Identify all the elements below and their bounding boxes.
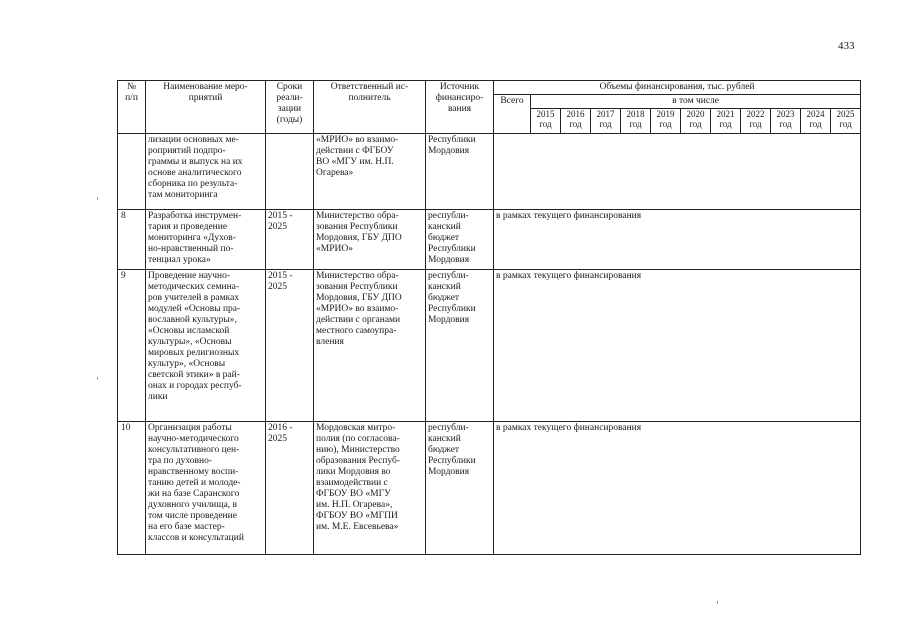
header-total: Всего (494, 95, 531, 134)
term-cell (266, 134, 314, 210)
term-cell: 2015 - 2025 (266, 210, 314, 270)
header-term (266, 81, 314, 134)
header-year-9: 2024 год (801, 109, 831, 134)
num-cell: 10 (118, 422, 146, 555)
funding-cell: в рамках текущего финансирования (494, 210, 861, 270)
header-name (146, 81, 266, 134)
header-source (426, 81, 494, 134)
table-row (118, 210, 861, 270)
num-cell (118, 134, 146, 210)
funding-cell: в рамках текущего финансирования (494, 422, 861, 555)
header-num-text: № п/п (125, 82, 138, 103)
header-including: в том числе (531, 95, 861, 109)
executor-cell: Министерство обра- зования Республики Мордовия, ГБУ ДПО «МРИО» (314, 210, 426, 270)
term-cell: 2015 - 2025 (266, 270, 314, 422)
table-row (118, 270, 861, 422)
name-cell: Проведение научно- методических семина- ров учителей в рамках модулей «Основы пра- вославной культуры», «Основы исламской культуры», «Основы мировых религиозных культур», «Основы светской этики» в рай- онах и городах респуб- лики (146, 270, 266, 422)
funding-cell: в рамках текущего финансирования (494, 270, 861, 422)
source-cell: республи- канский бюджет Республики Мордовия (426, 270, 494, 422)
page-number: 433 (838, 40, 855, 52)
header-term-text: Сроки реали- зации (годы) (276, 82, 303, 125)
header-year-8: 2023 год (771, 109, 801, 134)
num-cell: 9 (118, 270, 146, 422)
header-year-7: 2022 год (741, 109, 771, 134)
header-year-0: 2015 год (531, 109, 561, 134)
term-cell: 2016 - 2025 (266, 422, 314, 555)
table-row (118, 134, 861, 210)
header-year-5: 2020 год (681, 109, 711, 134)
scan-mark (97, 197, 98, 200)
header-num (118, 81, 146, 134)
header-funding: Объемы финансирования, тыс. рублей (494, 81, 861, 95)
header-executor (314, 81, 426, 134)
executor-cell: Мордовская митро- полия (по согласова- нию), Министерство образования Респуб- лики Мордовия во взаимодействии с ФГБОУ ВО «МГУ им. Н.П. Огарева», ФГБОУ ВО «МГПИ им. М.Е. Евсевьева» (314, 422, 426, 555)
name-cell: лизации основных ме- роприятий подпро- граммы и выпуск на их основе аналитического сборника по результа- там мониторинга (146, 134, 266, 210)
num-cell: 8 (118, 210, 146, 270)
source-cell: Республики Мордовия (426, 134, 494, 210)
name-cell: Разработка инструмен- тария и проведение мониторинга «Духов- но-нравственный по- тенциал урока» (146, 210, 266, 270)
scan-mark (97, 377, 98, 380)
header-source-text: Источник финансиро- вания (435, 82, 484, 114)
header-year-4: 2019 год (651, 109, 681, 134)
name-cell: Организация работы научно-методического консультативного цен- тра по духовно- нравственному воспи- танию детей и молоде- жи на базе Саранского духовного училища, в том числе проведение на его базе мастер- классов и консультаций (146, 422, 266, 555)
table-row (118, 422, 861, 555)
header-year-10: 2025 год (831, 109, 861, 134)
header-year-2: 2017 год (591, 109, 621, 134)
header-name-text: Наименование меро- приятий (163, 82, 248, 103)
program-table (117, 80, 861, 555)
funding-cell (494, 134, 861, 210)
header-year-6: 2021 год (711, 109, 741, 134)
source-cell: республи- канский бюджет Республики Мордовия (426, 422, 494, 555)
header-year-1: 2016 год (561, 109, 591, 134)
header-executor-text: Ответственный ис- полнитель (330, 82, 409, 103)
source-cell: республи- канский бюджет Республики Мордовия (426, 210, 494, 270)
executor-cell: Министерство обра- зования Республики Мордовия, ГБУ ДПО «МРИО» во взаимо- действии с органами местного самоупра- вления (314, 270, 426, 422)
scan-mark (717, 601, 718, 604)
header-year-3: 2018 год (621, 109, 651, 134)
executor-cell: «МРИО» во взаимо- действии с ФГБОУ ВО «МГУ им. Н.П. Огарева» (314, 134, 426, 210)
